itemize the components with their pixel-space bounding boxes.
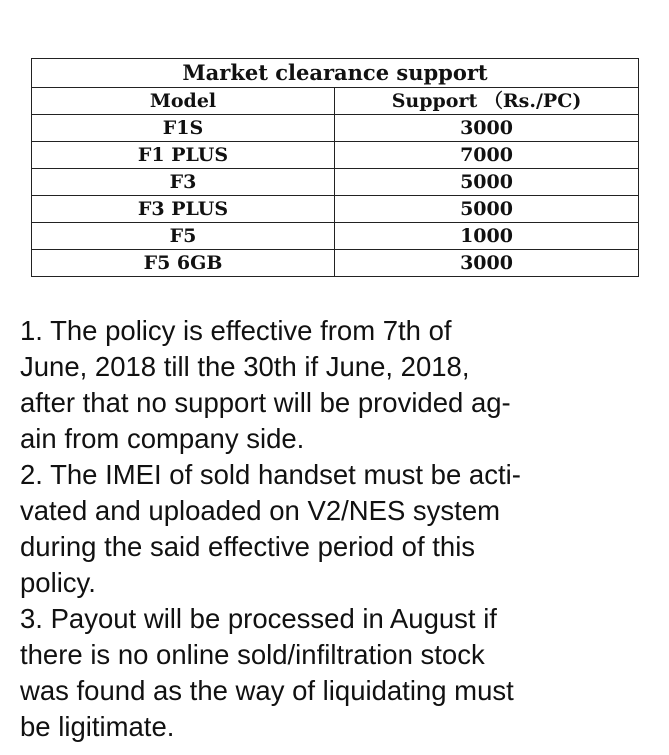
- notes-line: 1. The policy is effective from 7th of: [20, 315, 452, 346]
- table-title-row: [32, 59, 639, 88]
- model-cell: F5: [32, 223, 335, 250]
- policy-notes: [20, 313, 650, 745]
- notes-line: there is no online sold/infiltration stock: [20, 639, 485, 670]
- table-row: [32, 142, 639, 169]
- table-row: [32, 223, 639, 250]
- table-header-row: [32, 88, 639, 115]
- column-header-model: Model: [32, 88, 335, 115]
- notes-line: be ligitimate.: [20, 711, 175, 742]
- notes-line: June, 2018 till the 30th if June, 2018,: [20, 351, 470, 382]
- market-clearance-table: [31, 58, 639, 277]
- table-row: [32, 196, 639, 223]
- notes-line: was found as the way of liquidating must: [20, 675, 514, 706]
- support-cell: 7000: [335, 142, 639, 169]
- notes-line: ain from company side.: [20, 423, 305, 454]
- notes-line: 3. Payout will be processed in August if: [20, 603, 497, 634]
- notes-line: policy.: [20, 567, 96, 598]
- notes-line: 2. The IMEI of sold handset must be acti-: [20, 459, 521, 490]
- model-cell: F1S: [32, 115, 335, 142]
- model-cell: F1 PLUS: [32, 142, 335, 169]
- support-cell: 3000: [335, 115, 639, 142]
- column-header-support: Support （Rs./PC): [335, 88, 639, 115]
- notes-line: after that no support will be provided ag-: [20, 387, 511, 418]
- table-title: Market clearance support: [32, 59, 639, 88]
- support-cell: 3000: [335, 250, 639, 277]
- model-cell: F3: [32, 169, 335, 196]
- table-row: [32, 115, 639, 142]
- table-row: [32, 169, 639, 196]
- model-cell: F5 6GB: [32, 250, 335, 277]
- market-clearance-table-container: [31, 58, 638, 277]
- model-cell: F3 PLUS: [32, 196, 335, 223]
- notes-line: vated and uploaded on V2/NES system: [20, 495, 501, 526]
- support-cell: 5000: [335, 196, 639, 223]
- support-cell: 1000: [335, 223, 639, 250]
- notes-line: during the said effective period of this: [20, 531, 476, 562]
- support-cell: 5000: [335, 169, 639, 196]
- table-row: [32, 250, 639, 277]
